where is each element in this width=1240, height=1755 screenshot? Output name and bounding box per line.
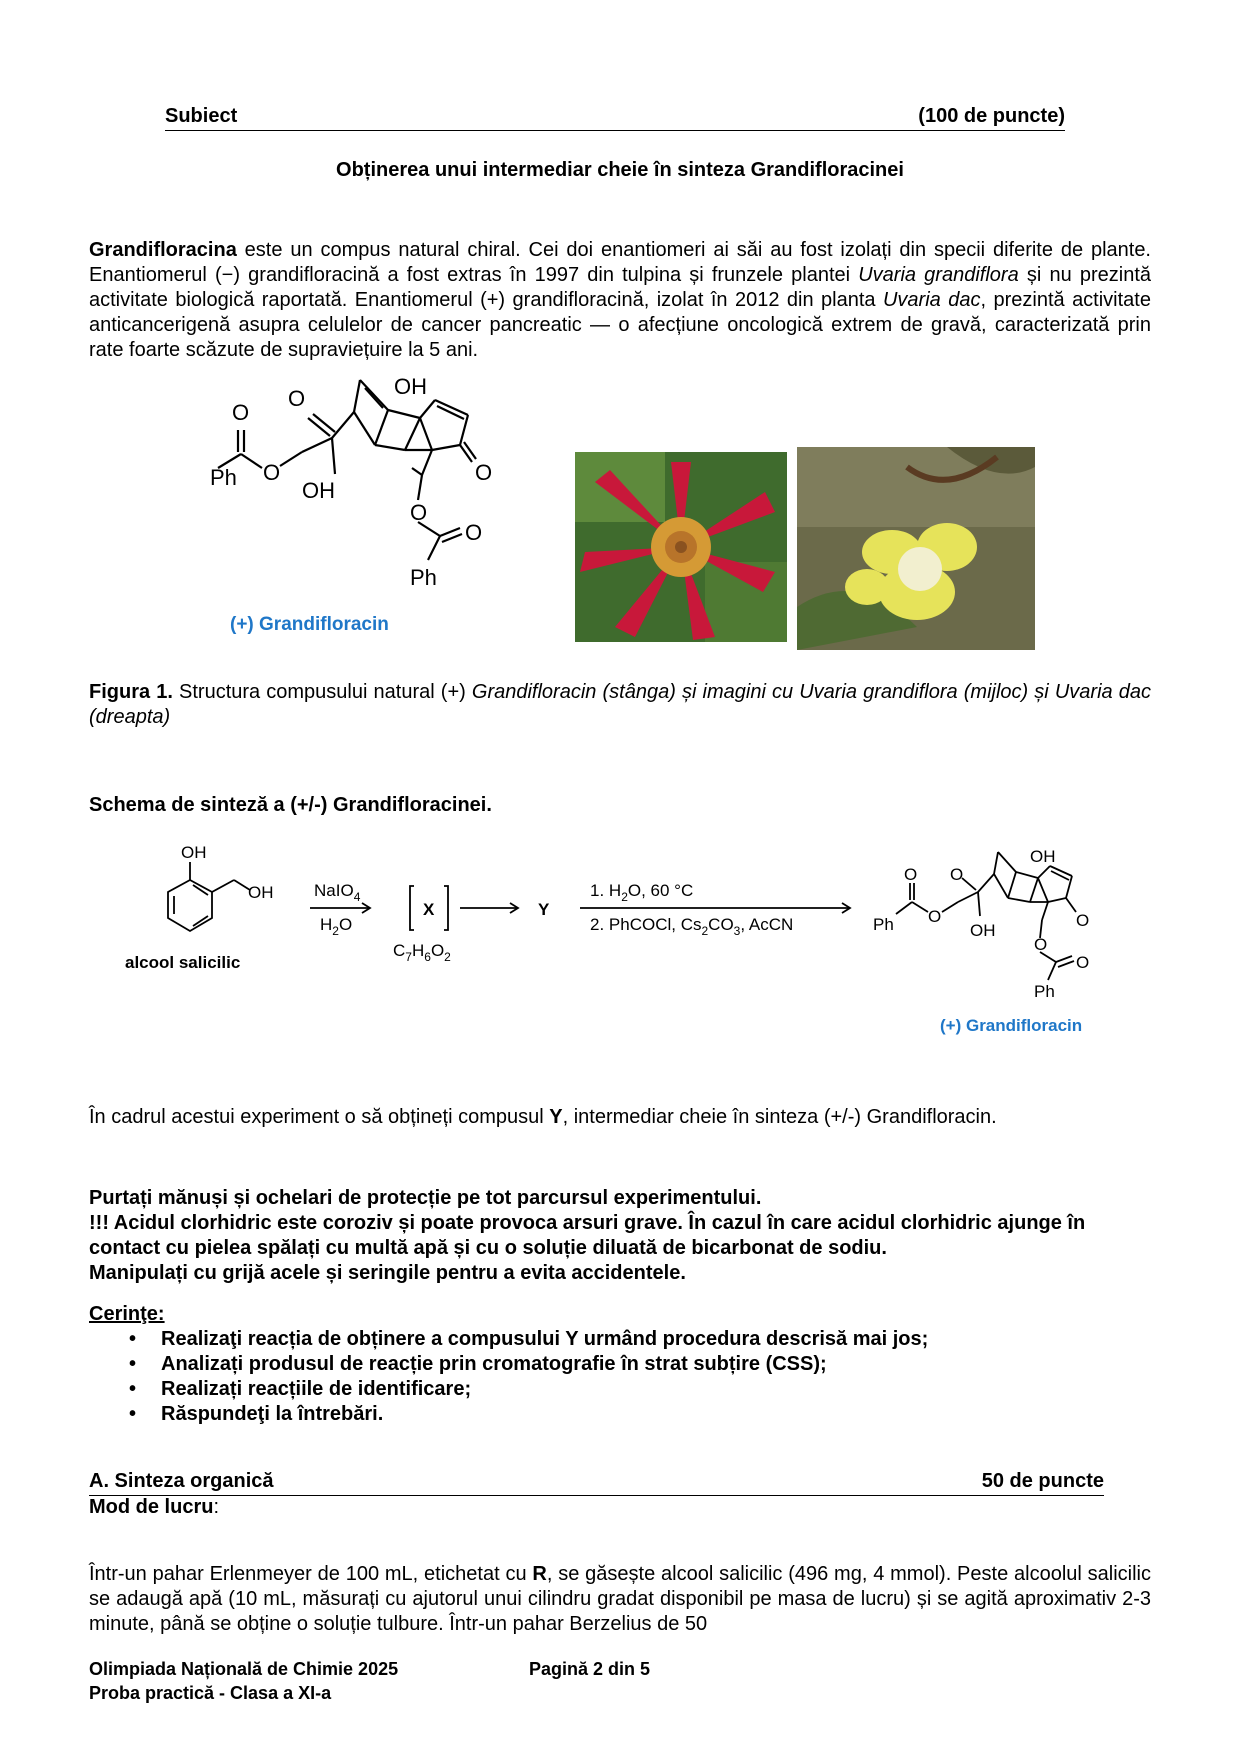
points-label: (100 de puncte) <box>918 105 1065 127</box>
svg-text:OH: OH <box>970 921 996 940</box>
figure-caption: Figura 1. Structura compusului natural (+) Grandifloracin (stânga) și imagini cu Uvaria grandiflora (mijloc) și Uvaria dac (dreapta) <box>89 681 1151 728</box>
experiment-statement: În cadrul acestui experiment o să obțineți compusul Y, intermediar cheie în sinteza (+/-) Grandifloracin. <box>89 1106 997 1128</box>
svg-text:OH: OH <box>1030 847 1056 866</box>
intro-term: Grandifloracina <box>89 239 237 261</box>
grandifloracin-structure <box>190 374 545 650</box>
svg-text:O: O <box>928 907 942 926</box>
svg-text:1. H2O, 60 °C: 1. $H_2O$, 60 °C <box>590 881 694 904</box>
safety-line-1: Purtați mănuși și ochelari de protecție pe tot parcursul experimentului. <box>89 1187 762 1209</box>
uvaria-grandiflora-photo <box>575 452 787 642</box>
mode-label: Mod de lucru: <box>89 1496 220 1518</box>
svg-text:OH: OH <box>302 478 335 503</box>
svg-text:OH: OH <box>181 843 207 862</box>
synthesis-scheme <box>110 840 1150 1040</box>
product-label: (+) Grandifloracin <box>940 1016 1083 1035</box>
svg-text:Ph: Ph <box>210 465 237 490</box>
svg-text:2. PhCOCl, Cs2CO3, AcCN: 2. PhCOCl, $Cs_2CO_3$, AcCN <box>590 915 794 938</box>
svg-text:O: O <box>475 460 493 485</box>
safety-notice <box>89 1186 1151 1286</box>
svg-text:(+) Grandifloracin: (+) Grandifloracin <box>230 614 389 635</box>
svg-text:OH: OH <box>394 374 427 399</box>
footer <box>89 1657 1151 1705</box>
svg-text:O: O <box>1076 911 1090 930</box>
intermediate-y: Y <box>538 900 550 919</box>
list-item: • Analizați produsul de reacție prin cromatografie în strat subțire (CSS); <box>89 1352 1151 1377</box>
svg-text:C7H6O2: $C_7H_6O_2$ <box>393 941 451 964</box>
svg-text:H2O: $H_2O$ <box>320 915 353 938</box>
start-compound-label: alcool salicilic <box>125 953 241 972</box>
footer-test: Proba practică - Clasa a XI-a <box>89 1683 332 1703</box>
svg-text:Ph: Ph <box>873 915 894 934</box>
intermediate-x: X <box>423 900 435 919</box>
procedure-paragraph: Într-un pahar Erlenmeyer de 100 mL, etichetat cu R, se găsește alcool salicilic (496 mg, 4 mmol). Peste alcoolul salicilic se adaugă apă (10 mL, măsurați cu ajutorul unui cilindru gradat disponibil pe masa de lucru) și se agită aproximativ 2-3 minute, până se obține o soluție tulbure. Într-un pahar Berzelius de 50 <box>89 1563 1151 1635</box>
page-number: Pagină 2 din 5 <box>529 1659 651 1679</box>
svg-text:O: O <box>904 865 918 884</box>
uvaria-dac-photo <box>797 447 1035 650</box>
list-item: • Realizați reacțiile de identificare; <box>89 1377 1151 1402</box>
svg-text:O: O <box>410 500 428 525</box>
svg-text:Ph: Ph <box>410 565 437 590</box>
svg-text:O: O <box>1076 953 1090 972</box>
svg-text:Ph: Ph <box>1034 982 1055 1001</box>
safety-line-2: !!! Acidul clorhidric este coroziv și poate provoca arsuri grave. În cazul în care acidul clorhidric ajunge în contact cu pielea spălați cu multă apă și cu o soluție diluată de bicarbonat de sodiu. <box>89 1212 1086 1259</box>
requirements-list <box>89 1327 1151 1427</box>
section-a-header <box>89 1469 1104 1496</box>
requirements <box>89 1302 1151 1427</box>
svg-text:OH: OH <box>248 883 274 902</box>
section-a-title: A. Sinteza organică <box>89 1470 274 1492</box>
svg-text:O: O <box>950 865 964 884</box>
svg-text:O: O <box>465 520 483 545</box>
svg-text:O: O <box>232 400 250 425</box>
svg-text:O: O <box>263 460 281 485</box>
subject-header <box>165 104 1065 131</box>
list-item: • Răspundeţi la întrebări. <box>89 1402 1151 1427</box>
svg-text:O: O <box>288 386 306 411</box>
safety-line-3: Manipulați cu grijă acele și seringile pentru a evita accidentele. <box>89 1262 686 1284</box>
list-item: • Realizaţi reacția de obținere a compusului Y urmând procedura descrisă mai jos; <box>89 1327 1151 1352</box>
subject-label: Subiect <box>165 105 238 127</box>
intro-paragraph: Grandifloracina este un compus natural chiral. Cei doi enantiomeri ai săi au fost izolați din specii diferite de plante. Enantiomerul (−) grandifloracină a fost extras în 1997 din tulpina și frunzele plantei Uvaria grandiflora și nu prezintă activitate biologică raportată. Enantiomerul (+) grandifloracină, izolat în 2012 din planta Uvaria dac, prezintă activitate anticancerigenă asupra celulelor de cancer pancreatic — o afecțiune oncologică extrem de gravă, caracterizată prin rate foarte scăzute de supraviețuire la 5 ani. <box>89 239 1151 361</box>
page-title: Obținerea unui intermediar cheie în sinteza Grandifloracinei <box>336 159 904 181</box>
footer-olympiad: Olimpiada Națională de Chimie 2025 <box>89 1659 399 1679</box>
requirements-label: Cerinţe: <box>89 1303 165 1325</box>
svg-text:O: O <box>1034 935 1048 954</box>
svg-text:NaIO4: NaIO$_4$ <box>314 881 361 904</box>
scheme-heading: Schema de sinteză a (+/-) Grandifloracinei. <box>89 794 492 816</box>
section-a-points: 50 de puncte <box>981 1470 1104 1492</box>
